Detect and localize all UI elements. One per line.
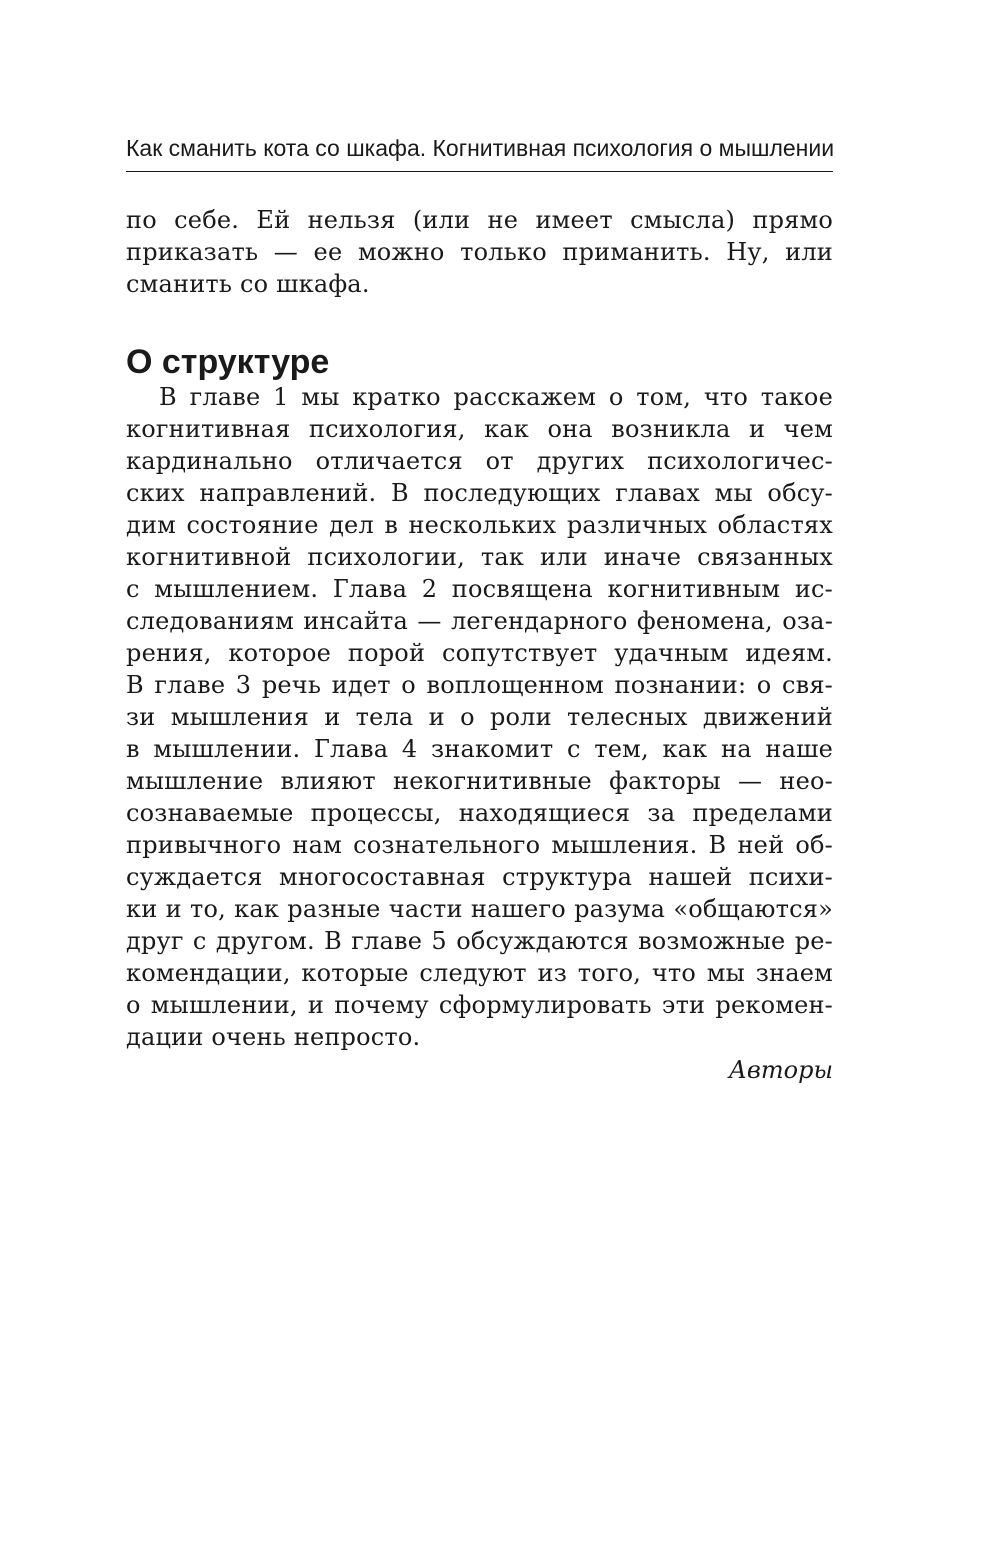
text-line: ских направлений. В последующих главах мы обсу-: [126, 479, 833, 507]
section-heading: О структуре: [126, 343, 330, 381]
text-line: в мышлении. Глава 4 знакомит с тем, как на наше: [126, 735, 833, 763]
text-line: сманить со шкафа.: [126, 270, 370, 298]
text-line: о мышлении, и почему сформулировать эти рекомен-: [126, 991, 833, 1019]
text-line: следованиям инсайта — легендарного феномена, оза-: [126, 607, 833, 635]
text-line: комендации, которые следуют из того, что мы знаем: [126, 959, 833, 987]
text-line: когнитивная психология, как она возникла и чем: [126, 415, 833, 443]
text-line: когнитивной психологии, так или иначе связанных: [126, 543, 833, 571]
text-line: друг с другом. В главе 5 обсуждаются возможные ре-: [126, 927, 833, 955]
text-line: с мышлением. Глава 2 посвящена когнитивным ис-: [126, 575, 833, 603]
text-line: приказать — ее можно только приманить. Ну, или: [126, 238, 833, 266]
text-line: дим состояние дел в нескольких различных областях: [126, 511, 833, 539]
section-paragraph: [126, 381, 833, 1053]
text-line: ки и то, как разные части нашего разума «общаются»: [126, 895, 833, 923]
text-line: по себе. Ей нельзя (или не имеет смысла) прямо: [126, 206, 833, 234]
text-line: привычного нам сознательного мышления. В ней об-: [126, 831, 833, 859]
header-divider: [126, 171, 833, 172]
text-line: суждается многосоставная структура нашей психи-: [126, 863, 833, 891]
author-signature: Авторы: [728, 1056, 833, 1084]
text-line: кардинально отличается от других психологичес-: [126, 447, 833, 475]
text-line: дации очень непросто.: [126, 1023, 421, 1051]
running-head-title: Как сманить кота со шкафа. Когнитивная психология о мышлении: [126, 135, 835, 161]
text-line: рения, которое порой сопутствует удачным идеям.: [126, 639, 833, 667]
intro-paragraph: [126, 204, 833, 300]
text-line: сознаваемые процессы, находящиеся за пределами: [126, 799, 833, 827]
text-line: В главе 1 мы кратко расскажем о том, что такое: [159, 383, 833, 411]
text-line: В главе 3 речь идет о воплощенном познании: о свя-: [126, 671, 833, 699]
text-line: зи мышления и тела и о роли телесных движений: [126, 703, 833, 731]
text-line: мышление влияют некогнитивные факторы — нео-: [126, 767, 833, 795]
